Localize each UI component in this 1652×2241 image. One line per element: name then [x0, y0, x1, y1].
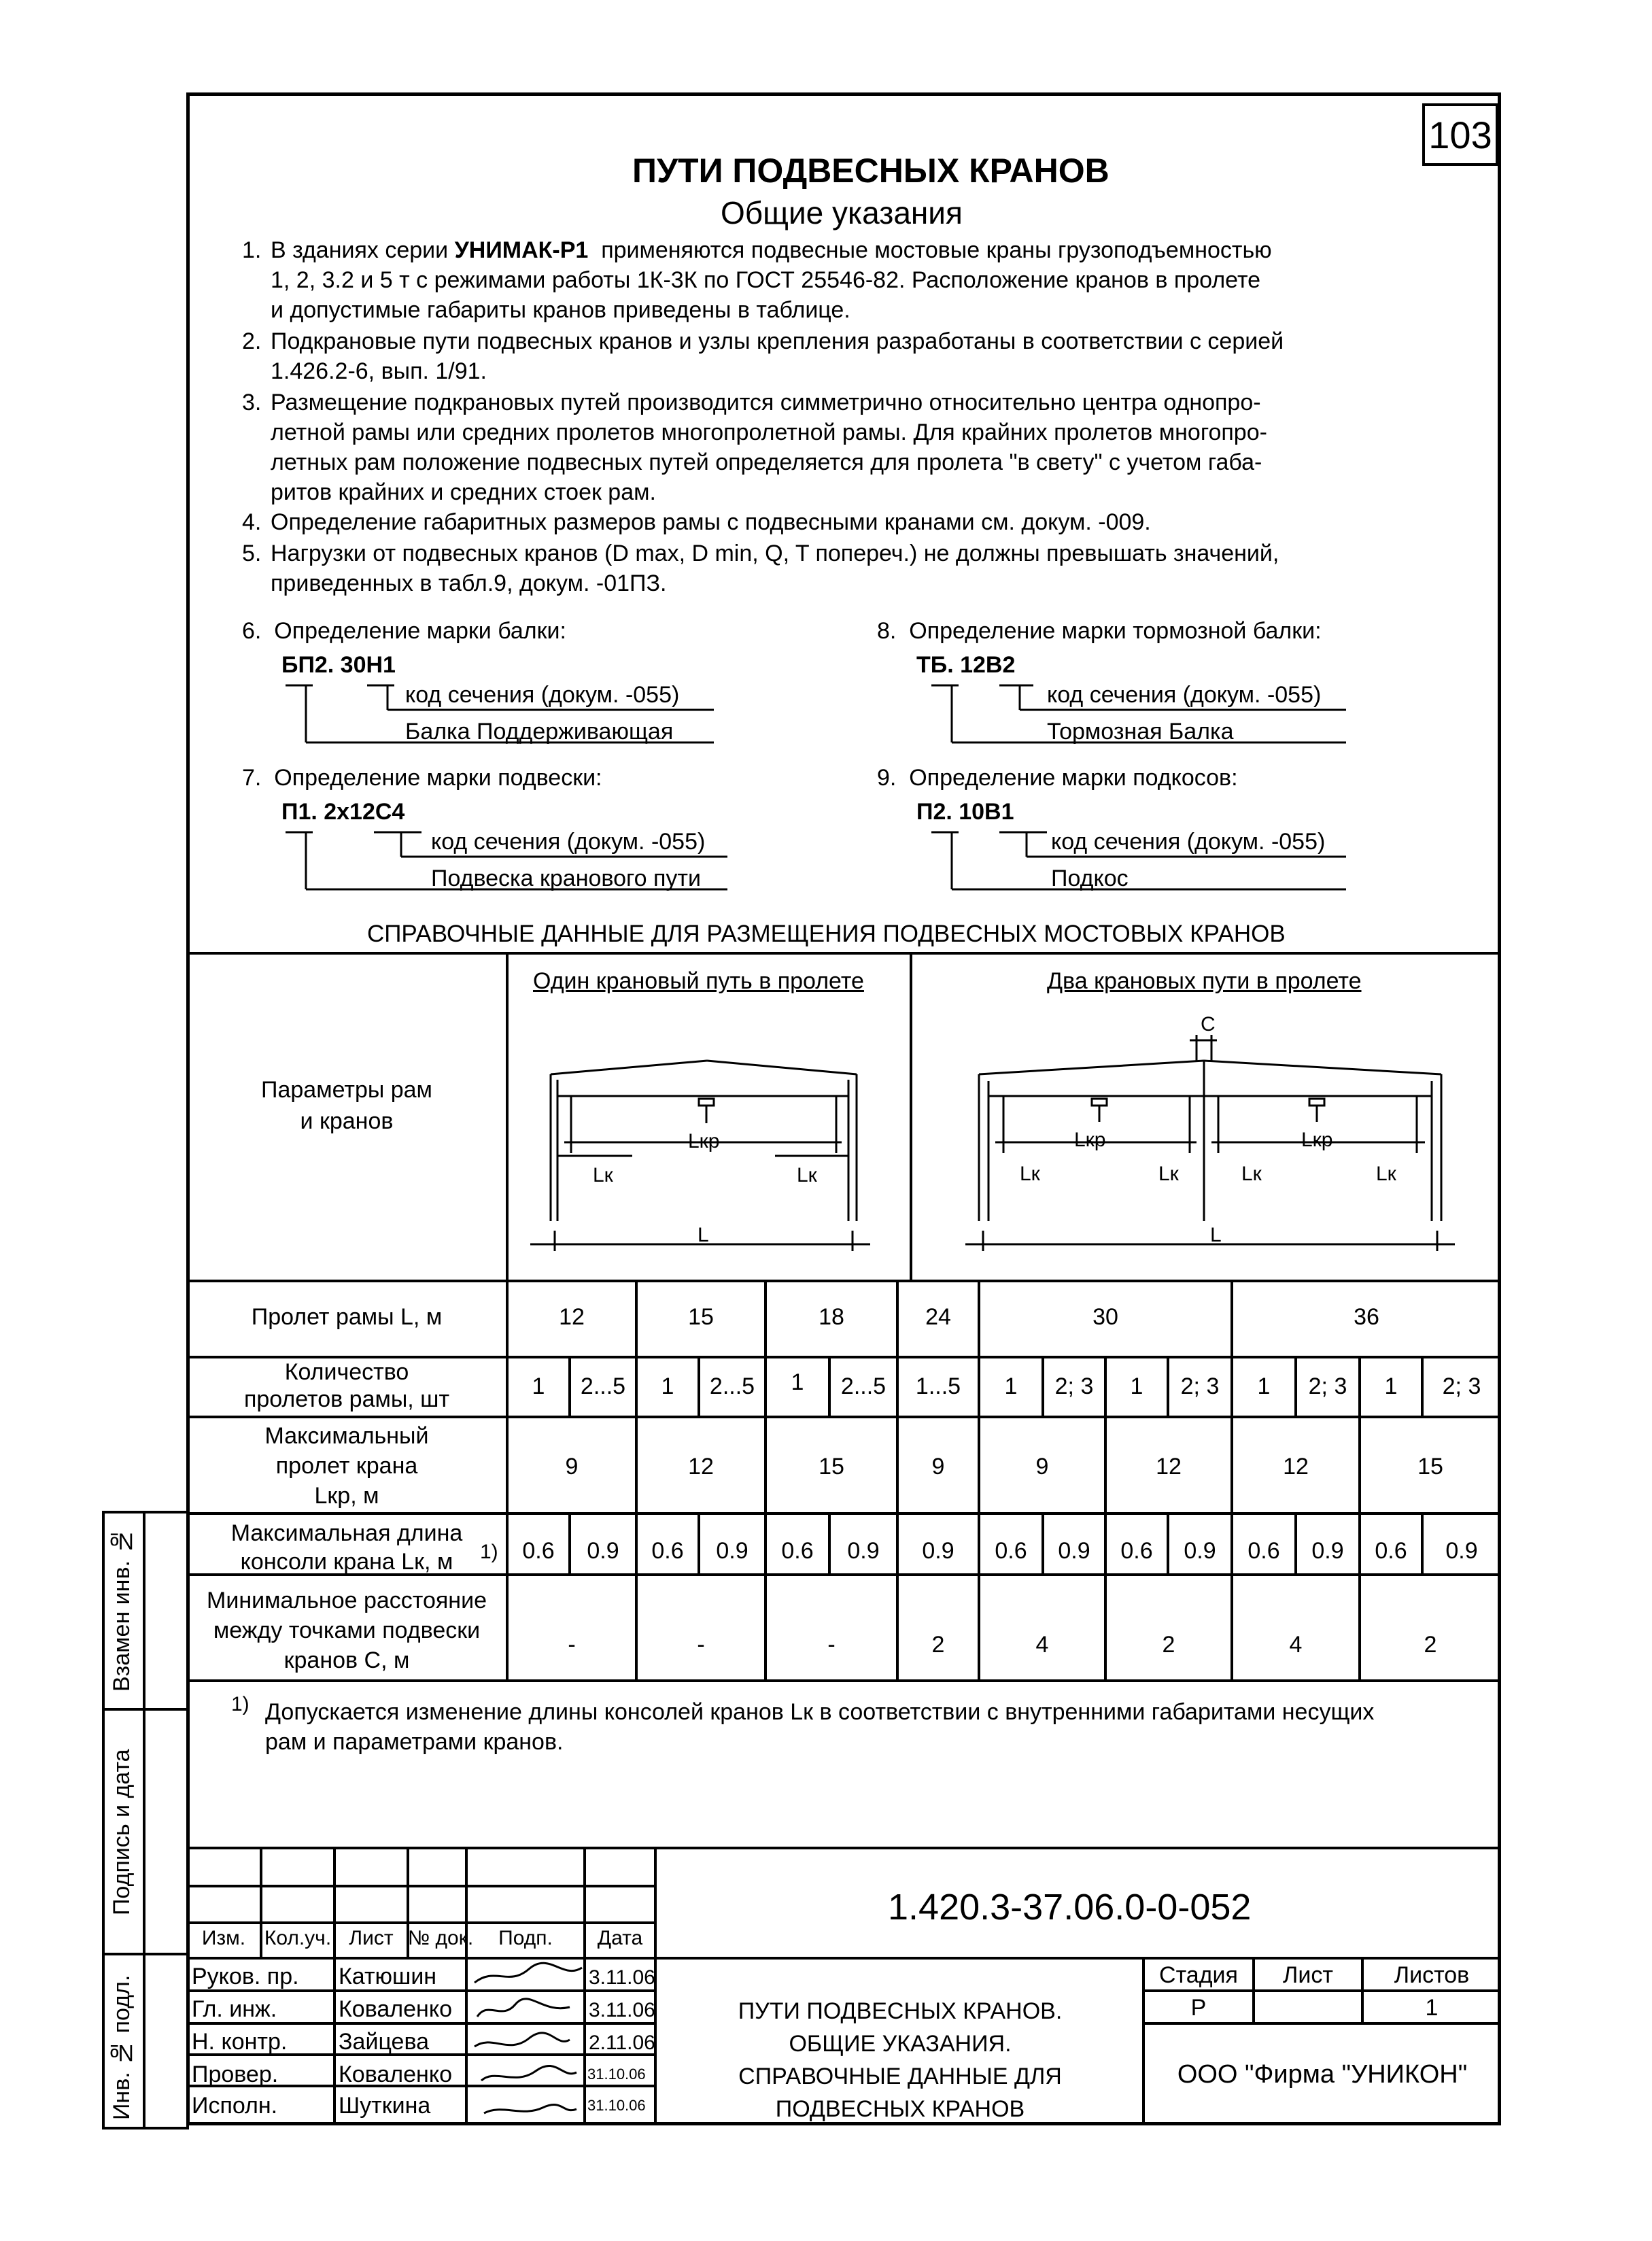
diagram-label-lk: Lк: [797, 1164, 817, 1186]
note-line: Подкрановые пути подвесных кранов и узлы крепления разработаны в соответствии с серией: [271, 328, 1284, 354]
console-value: 0.6: [781, 1538, 814, 1564]
count-value: 1: [791, 1369, 804, 1395]
company-name: ООО "Фирма "УНИКОН": [1177, 2060, 1468, 2089]
count-value: 2...5: [840, 1373, 887, 1399]
signatory-role: Н. контр.: [192, 2029, 288, 2055]
stamp-header: Изм.: [201, 1927, 246, 1949]
count-value: 2; 3: [1442, 1373, 1481, 1399]
count-value: 2...5: [580, 1373, 626, 1399]
signatory-role: Провер.: [192, 2062, 279, 2087]
mark-leader-lines: [931, 680, 1353, 748]
diagram-label-lkr: Lкр: [1074, 1129, 1106, 1151]
single-span-frame-diagram: [517, 1047, 870, 1265]
page-number: 103: [1422, 103, 1498, 166]
console-value: 0.9: [847, 1538, 880, 1564]
console-value: 0.9: [1184, 1538, 1216, 1564]
console-value: 0.9: [1311, 1538, 1344, 1564]
console-value: 0.6: [651, 1538, 684, 1564]
row-label-min-distance: Минимальное расстояние между точками подвески кранов С, м: [207, 1588, 487, 1673]
min-dist-value: 2: [1424, 1632, 1437, 1658]
signatory-date: 31.10.06: [587, 2097, 646, 2114]
max-span-value: 12: [1156, 1454, 1182, 1479]
min-dist-value: 2: [1162, 1632, 1175, 1658]
mark-desc: код сечения (докум. -055): [1051, 829, 1326, 855]
signatory-date: 3.11.06: [589, 1999, 655, 2021]
document-code: 1.420.3-37.06.0-0-052: [888, 1887, 1252, 1928]
table-caption: СПРАВОЧНЫЕ ДАННЫЕ ДЛЯ РАЗМЕЩЕНИЯ ПОДВЕСНЫХ МОСТОВЫХ КРАНОВ: [367, 921, 1286, 947]
note-number: 5.: [242, 541, 262, 566]
side-label-signature-date: Подпись и дата: [109, 1749, 135, 1916]
note-number: 4.: [242, 509, 262, 535]
count-value: 2; 3: [1180, 1373, 1220, 1399]
mark-code: БП2. 30Н1: [281, 652, 396, 678]
count-value: 1: [532, 1373, 545, 1399]
diagram-label-lk: Lк: [593, 1164, 613, 1186]
count-value: 1: [1384, 1373, 1398, 1399]
side-label-replaced-inv: Взамен инв. №: [109, 1528, 135, 1692]
min-dist-value: 2: [931, 1632, 945, 1658]
console-value: 0.9: [922, 1538, 954, 1564]
span-value: 24: [925, 1304, 951, 1330]
min-dist-value: -: [827, 1632, 836, 1658]
console-value: 0.9: [716, 1538, 748, 1564]
mark-heading: 7. Определение марки подвески:: [242, 765, 602, 791]
min-dist-value: -: [697, 1632, 705, 1658]
mark-code: П2. 10В1: [916, 799, 1014, 825]
note-number: 1.: [242, 237, 262, 263]
mark-heading: 9. Определение марки подкосов:: [877, 765, 1238, 791]
handwritten-signatures: [468, 1960, 585, 2123]
note-line: летной рамы или средних пролетов многопролетной рамы. Для крайних пролетов многопро-: [271, 420, 1267, 445]
signatory-name: Зайцева: [339, 2029, 430, 2055]
row-label-max-console: Максимальная длина консоли крана Lк, м: [230, 1520, 463, 1575]
one-path-header: Один крановый путь в пролете: [533, 968, 864, 994]
count-value: 1: [661, 1373, 674, 1399]
signatory-role: Руков. пр.: [192, 1964, 299, 1989]
mark-desc: код сечения (докум. -055): [431, 829, 706, 855]
mark-desc: Балка Поддерживающая: [405, 719, 674, 745]
note-line: ритов крайних и средних стоек рам.: [271, 479, 656, 505]
console-value: 0.9: [1445, 1538, 1478, 1564]
signatory-role: Гл. инж.: [192, 1996, 277, 2022]
stamp-header: Подп.: [498, 1927, 553, 1949]
max-span-value: 12: [1283, 1454, 1309, 1479]
mark-desc: код сечения (докум. -055): [1047, 682, 1322, 708]
diagram-label-lkr: Lкр: [1301, 1129, 1333, 1151]
note-line: 1.426.2-6, вып. 1/91.: [271, 358, 487, 384]
side-label-original-inv: Инв. № подл.: [109, 1974, 135, 2120]
diagram-label-c: C: [1201, 1013, 1216, 1036]
max-span-value: 15: [819, 1454, 844, 1479]
min-dist-value: 4: [1035, 1632, 1049, 1658]
count-value: 1: [1130, 1373, 1143, 1399]
note-line: Размещение подкрановых путей производится симметрично относительно центра однопро-: [271, 390, 1261, 415]
footnote-text: Допускается изменение длины консолей кранов Lк в соответствии с внутренними габаритами несущих: [265, 1699, 1375, 1725]
footnote-text: рам и параметрами кранов.: [265, 1729, 564, 1755]
two-paths-header: Два крановых пути в пролете: [1047, 968, 1362, 994]
footnote-ref: 1): [231, 1693, 249, 1715]
max-span-value: 9: [565, 1454, 579, 1479]
mark-heading: 6. Определение марки балки:: [242, 618, 566, 644]
span-value: 15: [688, 1304, 714, 1330]
max-span-value: 9: [931, 1454, 945, 1479]
count-value: 1: [1257, 1373, 1271, 1399]
span-value: 36: [1354, 1304, 1379, 1330]
span-value: 30: [1092, 1304, 1118, 1330]
mark-heading: 8. Определение марки тормозной балки:: [877, 618, 1322, 644]
count-value: 2; 3: [1054, 1373, 1094, 1399]
mark-code: ТБ. 12В2: [916, 652, 1016, 678]
count-value: 2; 3: [1308, 1373, 1347, 1399]
console-value: 0.9: [587, 1538, 619, 1564]
max-span-value: 12: [688, 1454, 714, 1479]
console-value: 0.6: [1120, 1538, 1153, 1564]
max-span-value: 15: [1417, 1454, 1443, 1479]
diagram-label-l: L: [1210, 1224, 1222, 1246]
count-value: 1...5: [915, 1373, 961, 1399]
mark-desc: Подвеска кранового пути: [431, 866, 701, 891]
mark-desc: Тормозная Балка: [1047, 719, 1234, 745]
row-label-max-span: Максимальный пролет крана Lкр, м: [264, 1423, 429, 1509]
note-line: Определение габаритных размеров рамы с подвесными кранами см. докум. -009.: [271, 509, 1151, 535]
signatory-name: Шуткина: [339, 2093, 431, 2119]
mark-desc: Подкос: [1051, 866, 1129, 891]
signatory-role: Исполн.: [192, 2093, 278, 2119]
row-label-span: Пролет рамы L, м: [251, 1304, 443, 1330]
signatory-date: 2.11.06: [589, 2032, 655, 2054]
footnote-ref: 1): [480, 1541, 498, 1563]
stage-label: Стадия: [1159, 1962, 1238, 1988]
diagram-label-lk: Lк: [1376, 1163, 1396, 1185]
signatory-name: Катюшин: [339, 1964, 437, 1989]
console-value: 0.6: [522, 1538, 555, 1564]
min-dist-value: 4: [1289, 1632, 1303, 1658]
note-line: приведенных в табл.9, докум. -01ПЗ.: [271, 570, 667, 596]
page-title: ПУТИ ПОДВЕСНЫХ КРАНОВ: [632, 152, 1109, 190]
console-value: 0.6: [995, 1538, 1027, 1564]
mark-leader-lines: [286, 680, 721, 748]
min-dist-value: -: [568, 1632, 576, 1658]
note-line: 1, 2, 3.2 и 5 т с режимами работы 1К-3К по ГОСТ 25546-82. Расположение кранов в пролете: [271, 267, 1261, 293]
note-line: и допустимые габариты кранов приведены в таблице.: [271, 297, 850, 323]
note-line: В зданиях серии УНИМАК-Р1 применяются подвесные мостовые краны грузоподъемностью: [271, 237, 1272, 263]
diagram-label-lk: Lк: [1158, 1163, 1179, 1185]
signatory-name: Коваленко: [339, 1996, 452, 2022]
note-line: Нагрузки от подвесных кранов (D max, D min, Q, T попереч.) не должны превышать значений,: [271, 541, 1279, 566]
diagram-label-lk: Lк: [1020, 1163, 1040, 1185]
span-value: 12: [559, 1304, 585, 1330]
stamp-header: Кол.уч.: [264, 1927, 332, 1949]
stamp-header: Дата: [597, 1927, 643, 1949]
diagram-label-lkr: Lкр: [688, 1130, 720, 1152]
sheets-value: 1: [1425, 1995, 1439, 2021]
console-value: 0.9: [1058, 1538, 1090, 1564]
row-label-count: Количество пролетов рамы, шт: [243, 1359, 450, 1412]
mark-leader-lines: [286, 827, 734, 895]
param-header: Параметры рам и кранов: [261, 1077, 432, 1134]
stage-value: Р: [1190, 1995, 1207, 2021]
page-subtitle: Общие указания: [721, 195, 963, 230]
span-value: 18: [819, 1304, 844, 1330]
max-span-value: 9: [1035, 1454, 1049, 1479]
count-value: 1: [1004, 1373, 1018, 1399]
note-number: 2.: [242, 328, 262, 354]
sheets-label: Листов: [1394, 1962, 1470, 1988]
stamp-header: № док.: [408, 1927, 474, 1949]
signatory-date: 31.10.06: [587, 2066, 646, 2083]
diagram-label-l: L: [698, 1224, 709, 1246]
mark-code: П1. 2х12С4: [281, 799, 405, 825]
stamp-header: Лист: [349, 1927, 394, 1949]
document-title: ПУТИ ПОДВЕСНЫХ КРАНОВ. ОБЩИЕ УКАЗАНИЯ. СПРАВОЧНЫЕ ДАННЫЕ ДЛЯ ПОДВЕСНЫХ КРАНОВ: [738, 1998, 1063, 2122]
note-line: летных рам положение подвесных путей определяется для пролета "в свету" с учетом габа-: [271, 449, 1262, 475]
signatory-date: 3.11.06: [589, 1966, 655, 1989]
signatory-name: Коваленко: [339, 2062, 452, 2087]
console-value: 0.6: [1375, 1538, 1407, 1564]
diagram-label-lk: Lк: [1241, 1163, 1262, 1185]
sheet-label: Лист: [1283, 1962, 1333, 1988]
note-number: 3.: [242, 390, 262, 415]
console-value: 0.6: [1247, 1538, 1280, 1564]
mark-desc: код сечения (докум. -055): [405, 682, 680, 708]
mark-leader-lines: [931, 827, 1353, 895]
count-value: 2...5: [709, 1373, 755, 1399]
